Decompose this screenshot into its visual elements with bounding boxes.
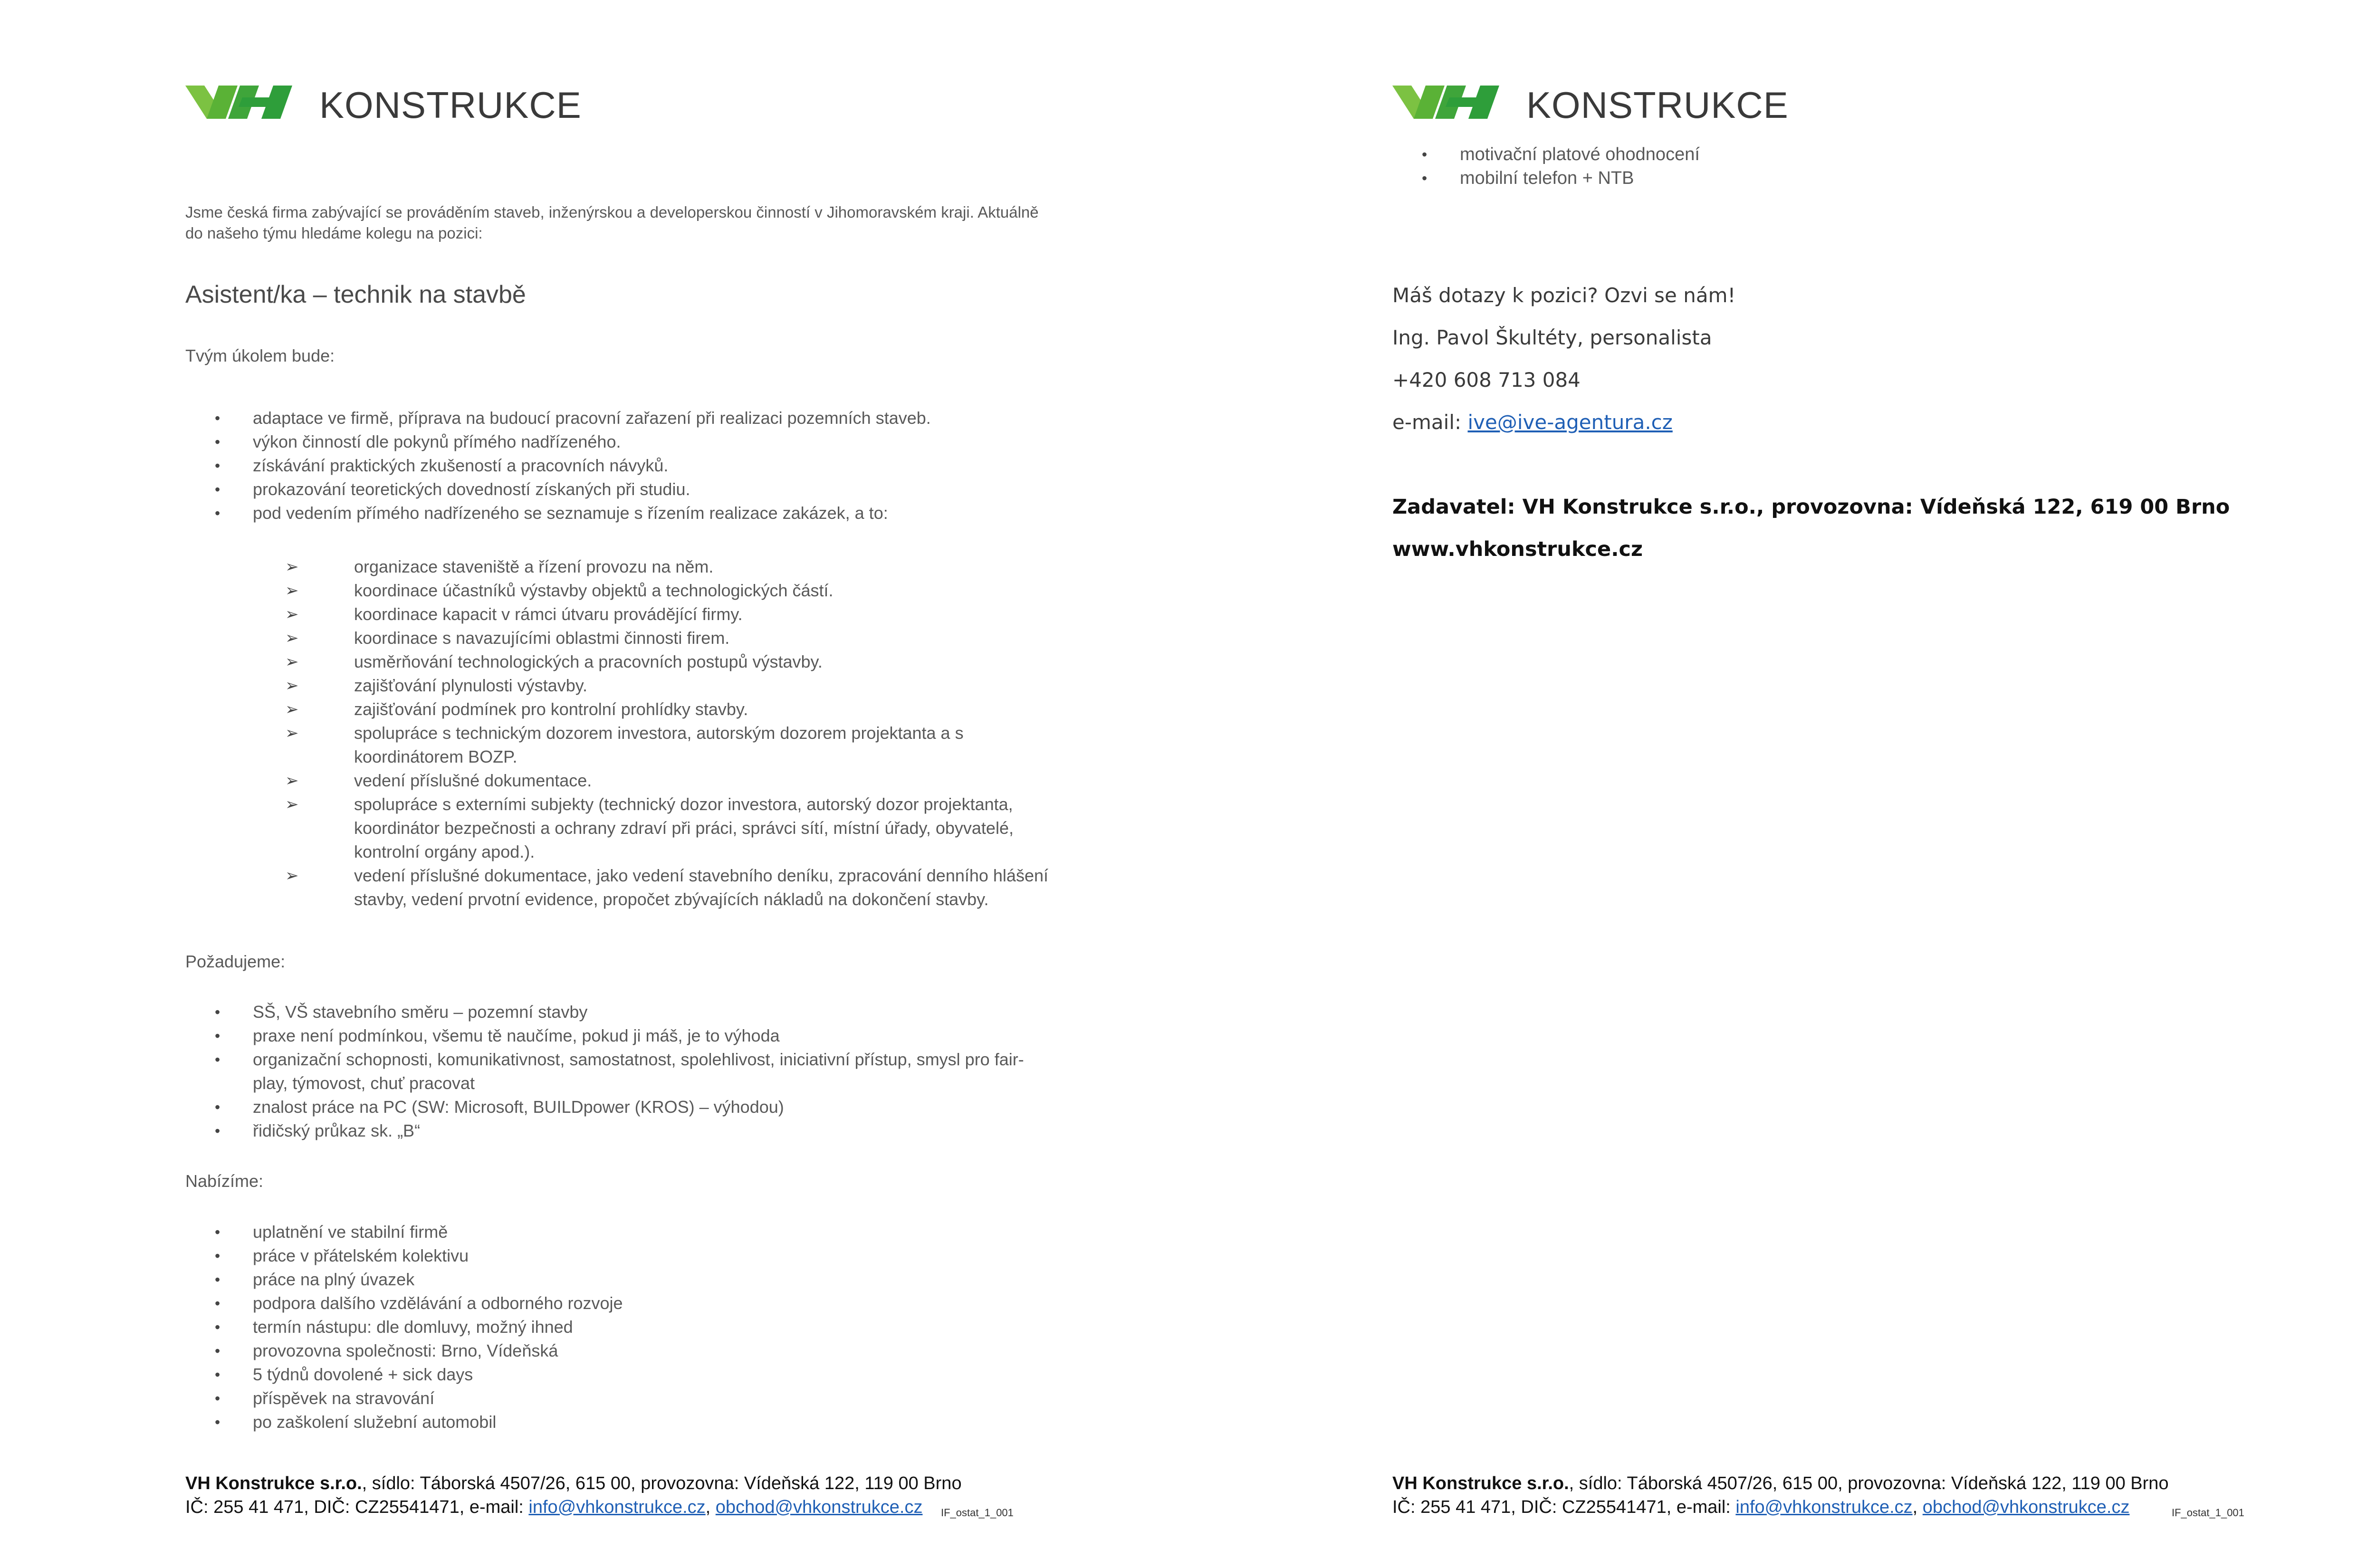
footer-address: , sídlo: Táborská 4507/26, 615 00, provozovna: Vídeňská 122, 119 00 Brno [1569, 1473, 2169, 1493]
list-item [185, 1315, 1041, 1339]
contact-email-line [1392, 411, 1673, 434]
list-item [285, 626, 1074, 650]
tasks-heading: Tvým úkolem bude: [185, 346, 335, 365]
arrow-bullet-icon: ➢ [285, 653, 299, 671]
list-item-text: adaptace ve firmě, příprava na budoucí pracovní zařazení při realizaci pozemních staveb. [253, 408, 931, 428]
bullet-icon: • [215, 457, 220, 474]
bullet-icon: • [215, 1414, 220, 1431]
bullet-icon: • [215, 1247, 220, 1264]
arrow-bullet-icon: ➢ [285, 867, 299, 885]
list-item-text: vedení příslušné dokumentace. [354, 771, 592, 790]
arrow-bullet-icon: ➢ [285, 795, 299, 813]
arrow-bullet-icon: ➢ [285, 677, 299, 695]
bullet-icon: • [215, 1004, 220, 1021]
footer-ids: IČ: 255 41 471, DIČ: CZ25541471, e-mail: [1392, 1497, 1736, 1517]
list-item-text: pod vedením přímého nadřízeného se seznamuje s řízením realizace zakázek, a to: [253, 503, 888, 523]
list-item [185, 1024, 1031, 1048]
bullet-icon: • [215, 1099, 220, 1116]
list-item [285, 793, 1074, 864]
list-item-text: organizační schopnosti, komunikativnost, samostatnost, spolehlivost, iniciativní přístup, smysl pro fair-play, týmovost, chuť pracovat [253, 1050, 1024, 1093]
list-item [185, 1048, 1031, 1095]
list-item [185, 1363, 1041, 1386]
footer-ids: IČ: 255 41 471, DIČ: CZ25541471, e-mail: [185, 1497, 529, 1517]
bullet-icon: • [215, 1319, 220, 1336]
list-item [285, 579, 1074, 602]
company-logo [185, 71, 582, 133]
list-item [285, 698, 1074, 721]
list-item [185, 1119, 1031, 1143]
page-right [1212, 0, 2376, 1568]
list-item [1392, 166, 2105, 190]
sponsor-line: Zadavatel: VH Konstrukce s.r.o., provozovna: Vídeňská 122, 619 00 Brno [1392, 495, 2230, 519]
contact-email-link[interactable]: ive@ive-agentura.cz [1467, 411, 1673, 434]
list-item [185, 478, 1088, 501]
bullet-icon: • [215, 1342, 220, 1359]
list-item [285, 555, 1074, 579]
requirements-list [185, 1000, 1031, 1143]
list-item-text: vedení příslušné dokumentace, jako vedení stavebního deníku, zpracování denního hlášení stavby, vedení prvotní evidence, propočet zbývajících nákladů na dokončení stavby. [354, 866, 1048, 909]
list-item [185, 1000, 1031, 1024]
bullet-icon: • [215, 1027, 220, 1044]
list-item-text: znalost práce na PC (SW: Microsoft, BUILDpower (KROS) – výhodou) [253, 1097, 784, 1117]
list-item [185, 1410, 1041, 1434]
vh-logo-icon [185, 71, 314, 133]
list-item-text: prokazování teoretických dovedností získaných při studiu. [253, 479, 690, 499]
job-title: Asistent/ka – technik na stavbě [185, 281, 526, 308]
list-item [185, 1339, 1041, 1363]
list-item-text: termín nástupu: dle domluvy, možný ihned [253, 1317, 573, 1337]
doc-code: IF_ostat_1_001 [941, 1507, 1014, 1519]
footer [1392, 1472, 2295, 1519]
list-item-text: řidičský průkaz sk. „B“ [253, 1121, 421, 1140]
contact-phone: +420 608 713 084 [1392, 368, 1581, 392]
contact-email-label: e-mail: [1392, 411, 1468, 434]
list-item-text: uplatnění ve stabilní firmě [253, 1222, 448, 1242]
bullet-icon: • [215, 410, 220, 427]
doc-code: IF_ostat_1_001 [2172, 1507, 2244, 1519]
company-logo [1392, 71, 1789, 133]
list-item-text: praxe není podmínkou, všemu tě naučíme, pokud ji máš, je to výhoda [253, 1026, 780, 1045]
list-item [185, 1268, 1041, 1291]
footer-email-info-link[interactable]: info@vhkonstrukce.cz [1735, 1497, 1913, 1517]
footer-address: , sídlo: Táborská 4507/26, 615 00, provozovna: Vídeňská 122, 119 00 Brno [362, 1473, 962, 1493]
footer-company: VH Konstrukce s.r.o. [185, 1473, 362, 1493]
list-item [285, 650, 1074, 674]
subtasks-list [285, 555, 1074, 911]
list-item-text: zajišťování podmínek pro kontrolní prohlídky stavby. [354, 699, 748, 719]
arrow-bullet-icon: ➢ [285, 629, 299, 647]
footer-line-2 [1392, 1495, 2295, 1519]
arrow-bullet-icon: ➢ [285, 700, 299, 718]
arrow-bullet-icon: ➢ [285, 582, 299, 600]
footer-email-obchod-link[interactable]: obchod@vhkonstrukce.cz [715, 1497, 923, 1517]
list-item-text: práce na plný úvazek [253, 1270, 415, 1289]
list-item-text: mobilní telefon + NTB [1460, 168, 1634, 188]
list-item [285, 602, 1074, 626]
bullet-icon: • [215, 1224, 220, 1241]
list-item-text: koordinace s navazujícími oblastmi činnosti firem. [354, 628, 730, 648]
arrow-bullet-icon: ➢ [285, 724, 299, 742]
list-item-text: příspěvek na stravování [253, 1388, 435, 1408]
arrow-bullet-icon: ➢ [285, 772, 299, 790]
contact-question: Máš dotazy k pozici? Ozvi se nám! [1392, 284, 1736, 307]
list-item-text: zajišťování plynulosti výstavby. [354, 676, 588, 695]
list-item [185, 406, 1088, 430]
offers-list-continued [1392, 143, 2105, 190]
list-item-text: koordinace kapacit v rámci útvaru provádějící firmy. [354, 604, 743, 624]
list-item [285, 864, 1074, 911]
tasks-list [185, 406, 1088, 525]
list-item [185, 430, 1088, 454]
footer-sep: , [705, 1497, 716, 1517]
list-item [1392, 143, 2105, 166]
footer-company: VH Konstrukce s.r.o. [1392, 1473, 1569, 1493]
offers-heading: Nabízíme: [185, 1171, 264, 1191]
list-item [285, 674, 1074, 698]
bullet-icon: • [215, 1051, 220, 1068]
requirements-heading: Požadujeme: [185, 952, 286, 971]
list-item [185, 501, 1088, 525]
list-item [185, 1095, 1031, 1119]
bullet-icon: • [215, 1295, 220, 1312]
vh-logo-icon [1392, 71, 1521, 133]
list-item [185, 1386, 1041, 1410]
list-item-text: organizace staveniště a řízení provozu na něm. [354, 557, 714, 576]
list-item [185, 1220, 1041, 1244]
footer-email-info-link[interactable]: info@vhkonstrukce.cz [528, 1497, 706, 1517]
footer-email-obchod-link[interactable]: obchod@vhkonstrukce.cz [1922, 1497, 2130, 1517]
footer-line-1 [185, 1472, 1088, 1495]
contact-name: Ing. Pavol Škultéty, personalista [1392, 326, 1712, 349]
bullet-icon: • [215, 505, 220, 522]
arrow-bullet-icon: ➢ [285, 605, 299, 623]
list-item-text: práce v přátelském kolektivu [253, 1246, 469, 1265]
intro-paragraph: Jsme česká firma zabývající se prováděním staveb, inženýrskou a developerskou činností v Jihomoravském kraji. Aktuálně do našeho týmu hledáme kolegu na pozici: [185, 203, 1039, 242]
offers-list [185, 1220, 1041, 1434]
list-item [285, 769, 1074, 793]
bullet-icon: • [215, 1271, 220, 1288]
footer-line-1 [1392, 1472, 2295, 1495]
bullet-icon: • [215, 1122, 220, 1139]
list-item-text: usměrňování technologických a pracovních postupů výstavby. [354, 652, 823, 671]
list-item-text: výkon činností dle pokynů přímého nadřízeného. [253, 432, 621, 451]
list-item-text: motivační platové ohodnocení [1460, 144, 1700, 164]
list-item-text: podpora dalšího vzdělávání a odborného rozvoje [253, 1293, 623, 1313]
list-item [285, 721, 1074, 769]
list-item-text: SŠ, VŠ stavebního směru – pozemní stavby [253, 1002, 588, 1022]
bullet-icon: • [215, 1390, 220, 1407]
list-item-text: spolupráce s externími subjekty (technický dozor investora, autorský dozor projektanta, koordinátor bezpečnosti a ochrany zdraví při práci, správci sítí, místní úřady, obyvatelé, kontrolní orgány apod.). [354, 794, 1014, 861]
bullet-icon: • [215, 1366, 220, 1383]
bullet-icon: • [1422, 170, 1428, 187]
list-item [185, 1244, 1041, 1268]
list-item-text: po zaškolení služební automobil [253, 1412, 497, 1432]
arrow-bullet-icon: ➢ [285, 558, 299, 576]
list-item-text: 5 týdnů dovolené + sick days [253, 1365, 473, 1384]
bullet-icon: • [1422, 146, 1428, 163]
list-item-text: provozovna společnosti: Brno, Vídeňská [253, 1341, 558, 1360]
bullet-icon: • [215, 481, 220, 498]
bullet-icon: • [215, 433, 220, 450]
list-item-text: koordinace účastníků výstavby objektů a technologických částí. [354, 581, 834, 600]
list-item [185, 454, 1088, 478]
list-item-text: spolupráce s technickým dozorem investora, autorským dozorem projektanta a s koordinátorem BOZP. [354, 723, 964, 766]
website-text: www.vhkonstrukce.cz [1392, 537, 1643, 561]
logo-wordmark: KONSTRUKCE [319, 84, 582, 126]
list-item-text: získávání praktických zkušeností a pracovních návyků. [253, 456, 669, 475]
list-item [185, 1291, 1041, 1315]
logo-wordmark: KONSTRUKCE [1526, 84, 1789, 126]
footer-sep: , [1912, 1497, 1923, 1517]
